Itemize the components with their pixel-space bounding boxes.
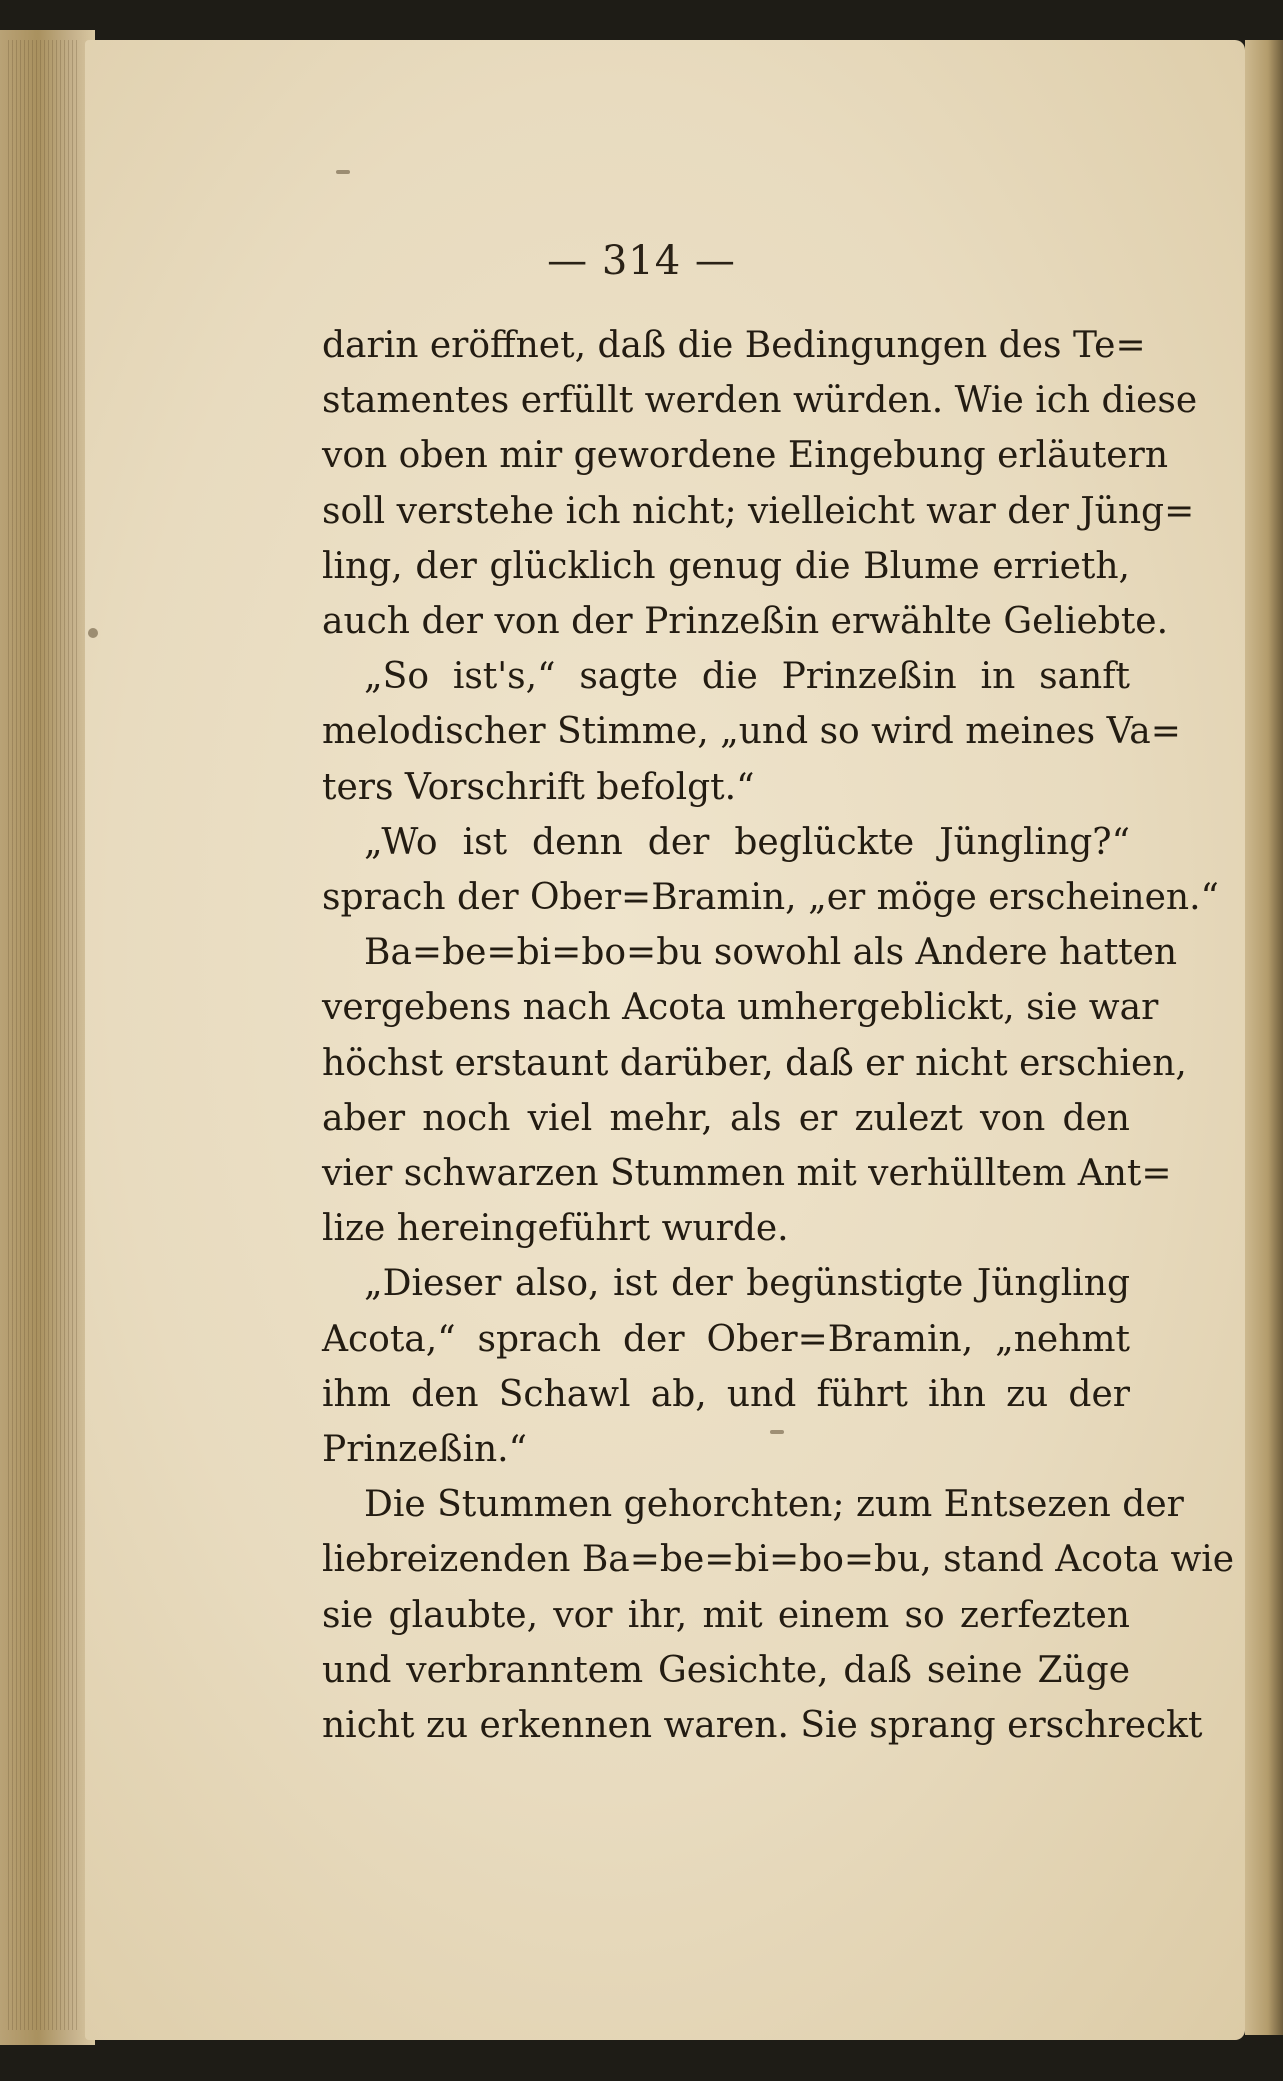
text-line: und verbranntem Gesichte, daß seine Züge: [322, 1649, 1130, 1691]
text-line: ling, der glücklich genug die Blume errieth,: [322, 545, 1130, 587]
text-line: darin eröffnet, daß die Bedingungen des Te=: [322, 325, 1146, 366]
text-line: Die Stummen gehorchten; zum Entsezen der: [364, 1484, 1184, 1526]
text-line: vier schwarzen Stummen mit verhülltem Ant=: [322, 1153, 1172, 1195]
text-line: „So ist's,“ sagte die Prinzeßin in sanft: [364, 656, 1130, 698]
text-line: auch der von der Prinzeßin erwählte Geliebte.: [322, 601, 1169, 643]
text-line: von oben mir gewordene Eingebung erläutern: [322, 435, 1168, 477]
text-line: soll verstehe ich nicht; vielleicht war der Jüng=: [322, 490, 1195, 532]
text-line: sie glaubte, vor ihr, mit einem so zerfezten: [322, 1594, 1130, 1636]
text-line: „Dieser also, ist der begünstigte Jüngling: [364, 1263, 1130, 1305]
text-line: lize hereingeführt wurde.: [322, 1208, 789, 1250]
text-line: Ba=be=bi=bo=bu sowohl als Andere hatten: [364, 932, 1178, 974]
text-line: „Wo ist denn der beglückte Jüngling?“: [364, 821, 1130, 863]
ink-mark: [336, 170, 350, 174]
text-line: Acota,“ sprach der Ober=Bramin, „nehmt: [322, 1318, 1130, 1360]
text-line: ters Vorschrift befolgt.“: [322, 766, 755, 808]
text-line: ihm den Schawl ab, und führt ihn zu der: [322, 1373, 1130, 1415]
body-text: [322, 318, 1235, 1753]
text-line: nicht zu erkennen waren. Sie sprang erschreckt: [322, 1705, 1203, 1747]
ink-speck: [88, 628, 98, 638]
text-line: aber noch viel mehr, als er zulezt von den: [322, 1097, 1130, 1139]
text-line: Prinzeßin.“: [322, 1429, 527, 1471]
text-line: stamentes erfüllt werden würden. Wie ich diese: [322, 380, 1198, 422]
text-line: liebreizenden Ba=be=bi=bo=bu, stand Acota wie: [322, 1539, 1235, 1581]
book-right-edge: [1245, 40, 1283, 2035]
page-number: — 314 —: [547, 238, 736, 284]
text-line: vergebens nach Acota umhergeblickt, sie war: [322, 987, 1159, 1029]
text-line: sprach der Ober=Bramin, „er möge erscheinen.“: [322, 877, 1219, 919]
text-line: höchst erstaunt darüber, daß er nicht erschien,: [322, 1042, 1187, 1084]
page-edge-lines: [8, 40, 78, 2030]
text-line: melodischer Stimme, „und so wird meines Va=: [322, 711, 1181, 753]
